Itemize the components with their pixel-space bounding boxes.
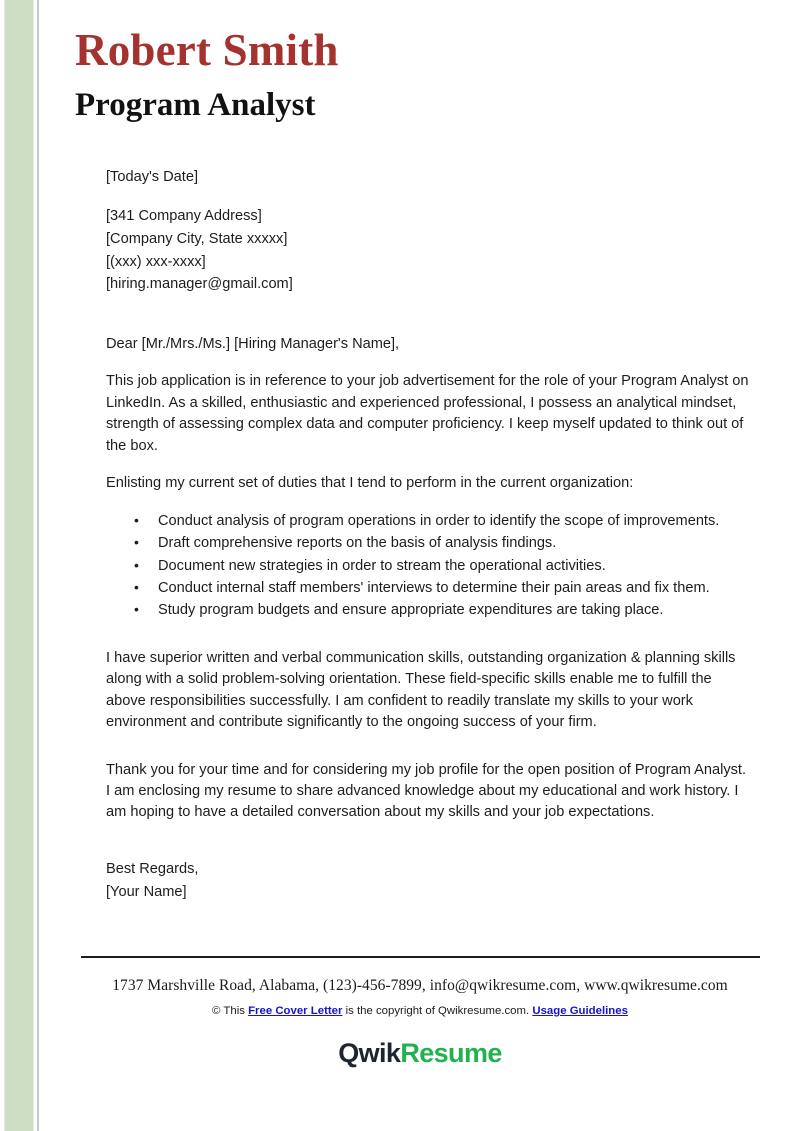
recipient-email-line: [hiring.manager@gmail.com] [106,276,293,293]
list-item: • Conduct analysis of program operations in order to identify the scope of improvements. [158,511,752,532]
signoff-block [106,858,752,904]
copyright-prefix: © This [212,1005,249,1017]
recipient-block [106,205,752,296]
brand-name-first: Qwik [338,1038,401,1068]
footer-copyright [40,1005,800,1017]
page-footer [40,956,800,1069]
usage-guidelines-link[interactable]: Usage Guidelines [532,1005,628,1017]
decorative-sidebar [0,0,40,1131]
footer-divider [81,956,760,958]
list-item: • Document new strategies in order to stream the operational activities. [158,556,752,577]
brand-name-second: Resume [400,1038,502,1068]
footer-address: 1737 Marshville Road, Alabama, (123)-456-7899, info@qwikresume.com, www.qwikresume.com [112,977,728,994]
recipient-phone-line: [(xxx) xxx-xxxx] [106,253,206,270]
applicant-name: Robert Smith [75,25,339,75]
salutation: Dear [Mr./Mrs./Ms.] [Hiring Manager's Name], [106,336,400,353]
list-item: • Draft comprehensive reports on the basis of analysis findings. [158,533,752,554]
skills-paragraph: I have superior written and verbal communication skills, outstanding organization & planning skills along with a solid problem-solving orientation. These field-specific skills enable me to fulfill the above responsibilities successfully. I am confident to readily translate my skills to your work environment and contribute significantly to the ongoing success of your firm. [106,649,736,731]
signature-name: [Your Name] [106,883,187,900]
sidebar-vertical-rule [37,0,39,1131]
copyright-middle: is the copyright of Qwikresume.com. [342,1005,533,1017]
intro-paragraph: This job application is in reference to your job advertisement for the role of your Program Analyst on LinkedIn. As a skilled, enthusiastic and experienced professional, I possess an analytical mindset, strength of assessing complex data and computer proficiency. I keep myself updated to think out of the box. [106,373,749,454]
qwikresume-logo[interactable] [40,1038,800,1069]
letter-header [73,0,752,125]
closing-paragraph: Thank you for your time and for considering my job profile for the open position of Program Analyst. I am enclosing my resume to share advanced knowledge about my educational and work history. I am hoping to have a detailed conversation about my skills and your job expectations. [106,761,747,821]
duties-list [106,511,752,622]
recipient-city-line: [Company City, State xxxxx] [106,230,288,247]
duties-lead-in: Enlisting my current set of duties that I tend to perform in the current organization: [106,475,634,492]
signoff-line: Best Regards, [106,860,199,877]
list-item: • Conduct internal staff members' interviews to determine their pain areas and fix them. [158,578,752,599]
free-cover-letter-link[interactable]: Free Cover Letter [248,1005,343,1017]
sidebar-green-band [4,0,34,1131]
recipient-address-line: [341 Company Address] [106,207,262,224]
date-line: [Today's Date] [106,168,199,185]
list-item: • Study program budgets and ensure appropriate expenditures are taking place. [158,600,752,621]
applicant-role: Program Analyst [75,86,316,123]
letter-body [73,167,752,904]
